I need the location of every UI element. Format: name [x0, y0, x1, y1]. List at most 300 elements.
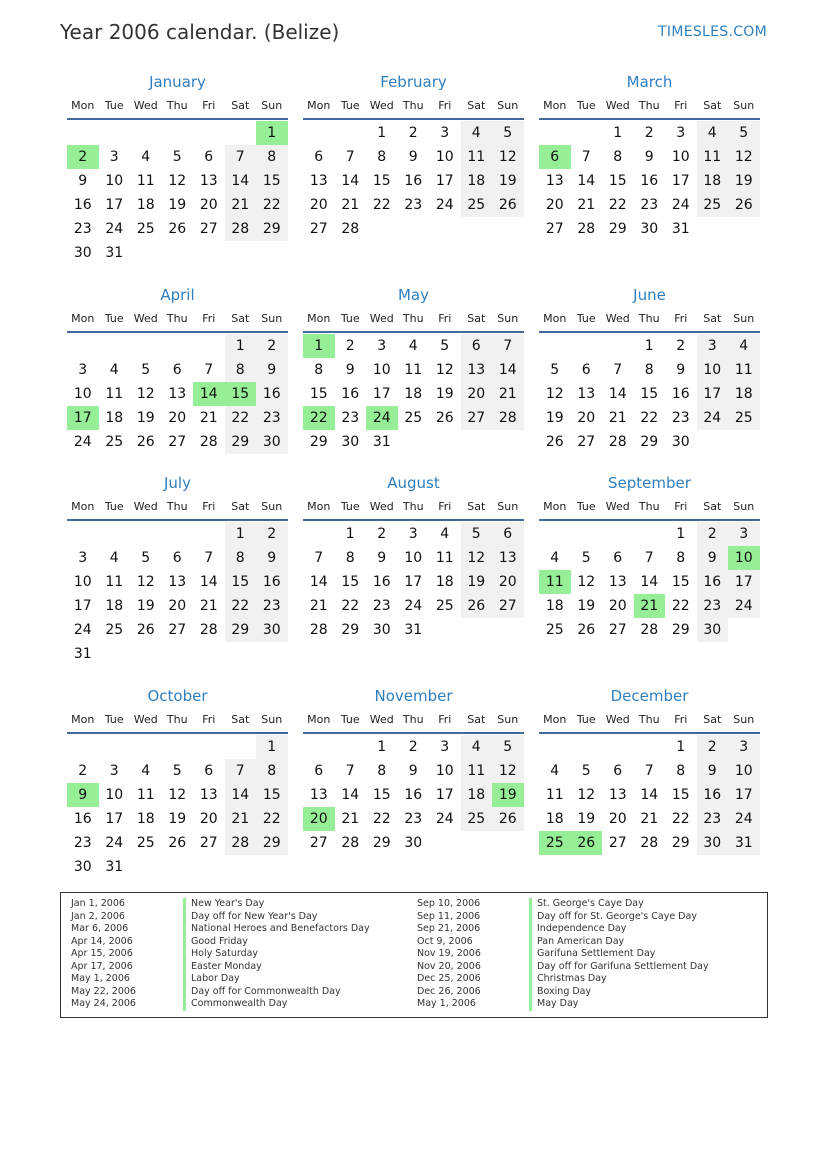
day-cell: 22 [256, 193, 288, 217]
weekday-label: Sun [497, 98, 519, 112]
weekday-label: Sun [261, 98, 283, 112]
day-cell [602, 855, 634, 879]
day-cell: 22 [372, 811, 391, 827]
day-cell: 27 [577, 434, 596, 450]
day-cell [602, 334, 634, 358]
month-september [539, 473, 760, 666]
weekday-label: Sat [703, 499, 722, 513]
day-cell: 8 [613, 149, 623, 165]
day-cell: 26 [168, 221, 187, 237]
month-december [539, 686, 760, 879]
day-cell: 3 [728, 735, 760, 759]
legend-holiday-name: Day off for Garifuna Settlement Day [529, 961, 709, 974]
day-cell: 26 [136, 434, 155, 450]
day-cell: 5 [728, 121, 760, 145]
day-cell: 9 [345, 362, 355, 378]
day-cell [571, 241, 603, 265]
weekday-label: Fri [674, 499, 688, 513]
day-cell [602, 522, 634, 546]
day-cell: 3 [728, 522, 760, 546]
day-cell: 21 [225, 193, 257, 217]
month-name: May [397, 286, 429, 304]
day-cell: 28 [199, 622, 218, 638]
legend-date: Apr 17, 2006 [71, 960, 133, 972]
day-cell [366, 241, 398, 265]
day-cell: 20 [309, 197, 328, 213]
day-cell: 18 [728, 382, 760, 406]
day-cell [130, 121, 162, 145]
weekday-label: Sun [733, 98, 755, 112]
legend-date: Apr 15, 2006 [71, 948, 133, 959]
day-cell: 2 [697, 735, 729, 759]
day-cell: 30 [341, 434, 360, 450]
day-cell: 4 [109, 550, 119, 566]
weekday-label: Tue [104, 98, 124, 112]
day-cell: 30 [697, 618, 729, 642]
legend-holiday-name: Day off for Commonwealth Day [183, 986, 370, 999]
day-cell [461, 855, 493, 879]
day-cell: 27 [608, 622, 627, 638]
weekday-label: Tue [104, 712, 124, 726]
day-cell: 6 [492, 522, 524, 546]
month-january [67, 72, 288, 265]
day-cell: 2 [676, 338, 686, 354]
day-cell: 21 [225, 807, 257, 831]
day-cell [193, 735, 225, 759]
day-cell: 6 [172, 362, 182, 378]
day-cell: 31 [105, 245, 124, 261]
day-cell: 2 [256, 334, 288, 358]
day-cell: 25 [539, 831, 571, 855]
day-cell: 18 [105, 410, 124, 426]
day-cell: 22 [671, 598, 690, 614]
day-cell: 8 [676, 763, 686, 779]
weekday-label: Fri [674, 311, 688, 325]
day-cell: 18 [697, 169, 729, 193]
month-name: September [608, 474, 691, 492]
day-cell: 4 [461, 121, 493, 145]
day-cell: 21 [492, 382, 524, 406]
day-cell: 23 [256, 594, 288, 618]
day-cell: 4 [141, 763, 151, 779]
day-cell [67, 334, 99, 358]
day-cell: 3 [377, 338, 387, 354]
day-cell: 31 [671, 221, 690, 237]
weekday-label: Mon [71, 499, 95, 513]
weekday-header [67, 305, 288, 333]
legend-holiday-name: New Year's Day [183, 898, 370, 911]
legend-holiday-name: National Heroes and Benefactors Day [183, 923, 370, 936]
day-cell: 14 [492, 358, 524, 382]
day-cell: 13 [545, 173, 564, 189]
day-grid [67, 735, 288, 879]
weekday-label: Sat [231, 499, 250, 513]
legend-date: May 24, 2006 [71, 998, 136, 1009]
day-cell: 15 [309, 386, 328, 402]
legend-date: Jan 1, 2006 [71, 898, 125, 909]
day-cell: 3 [109, 149, 119, 165]
day-cell: 13 [608, 574, 627, 590]
weekday-label: Sat [703, 712, 722, 726]
legend-date: Dec 26, 2006 [417, 985, 481, 997]
weekday-label: Wed [369, 311, 394, 325]
day-cell: 5 [461, 522, 493, 546]
day-cell [335, 642, 367, 666]
day-cell: 25 [136, 221, 155, 237]
day-cell: 27 [168, 434, 187, 450]
day-cell: 4 [550, 550, 560, 566]
day-cell: 5 [581, 763, 591, 779]
legend-date: Jan 2, 2006 [71, 910, 125, 922]
weekday-label: Fri [202, 712, 216, 726]
day-cell: 10 [105, 787, 124, 803]
day-cell: 10 [105, 173, 124, 189]
day-cell [539, 522, 571, 546]
day-cell: 10 [73, 386, 92, 402]
weekday-label: Mon [71, 712, 95, 726]
day-cell: 29 [671, 622, 690, 638]
day-cell: 8 [377, 763, 387, 779]
day-cell: 30 [73, 245, 92, 261]
weekday-header [303, 305, 524, 333]
day-cell: 7 [204, 550, 214, 566]
day-cell: 23 [256, 406, 288, 430]
day-cell: 17 [728, 570, 760, 594]
day-cell: 10 [73, 574, 92, 590]
day-cell: 30 [372, 622, 391, 638]
day-cell: 11 [728, 358, 760, 382]
month-march [539, 72, 760, 265]
day-cell [256, 642, 288, 666]
day-cell: 1 [303, 334, 335, 358]
day-cell: 24 [73, 434, 92, 450]
day-cell [602, 241, 634, 265]
day-cell: 10 [372, 362, 391, 378]
day-grid [67, 121, 288, 265]
day-cell: 16 [73, 811, 92, 827]
legend-date: May 22, 2006 [71, 985, 136, 997]
legend-date: Sep 21, 2006 [417, 923, 481, 934]
legend-holiday-name: Day off for New Year's Day [183, 911, 370, 924]
day-cell [539, 735, 571, 759]
day-grid [539, 334, 760, 454]
day-cell: 10 [728, 546, 760, 570]
weekday-label: Mon [71, 311, 95, 325]
day-cell [492, 642, 524, 666]
day-cell: 27 [199, 221, 218, 237]
day-cell: 7 [314, 550, 324, 566]
day-cell: 21 [341, 197, 360, 213]
day-cell: 5 [581, 550, 591, 566]
day-cell: 11 [136, 173, 155, 189]
weekday-label: Sat [703, 98, 722, 112]
day-cell: 29 [608, 221, 627, 237]
day-cell: 19 [461, 570, 493, 594]
legend-date: Sep 11, 2006 [417, 910, 481, 922]
day-cell: 23 [372, 598, 391, 614]
day-cell: 22 [256, 807, 288, 831]
day-cell: 19 [136, 410, 155, 426]
day-cell: 12 [577, 574, 596, 590]
weekday-label: Thu [166, 499, 188, 513]
day-cell: 27 [608, 835, 627, 851]
day-cell: 9 [256, 358, 288, 382]
day-cell: 20 [545, 197, 564, 213]
day-cell [99, 642, 131, 666]
day-cell: 8 [377, 149, 387, 165]
weekday-label: Wed [605, 311, 630, 325]
weekday-label: Wed [605, 98, 630, 112]
month-name: July [164, 474, 191, 492]
day-cell [67, 121, 99, 145]
day-cell: 15 [256, 169, 288, 193]
day-cell: 8 [256, 145, 288, 169]
day-cell: 26 [545, 434, 564, 450]
day-cell: 13 [199, 173, 218, 189]
day-cell [492, 430, 524, 454]
day-grid [303, 121, 524, 265]
day-cell [130, 522, 162, 546]
day-cell: 4 [550, 763, 560, 779]
day-cell: 3 [78, 362, 88, 378]
day-cell: 5 [492, 121, 524, 145]
day-cell [99, 735, 131, 759]
weekday-label: Mon [307, 712, 331, 726]
day-cell [429, 217, 461, 241]
day-cell: 20 [168, 598, 187, 614]
legend-holiday-name: Easter Monday [183, 961, 370, 974]
day-cell: 23 [73, 835, 92, 851]
day-cell: 7 [644, 550, 654, 566]
legend-holiday-name: Boxing Day [529, 986, 709, 999]
day-cell: 19 [545, 410, 564, 426]
day-cell: 1 [613, 125, 623, 141]
day-cell: 29 [225, 618, 257, 642]
weekday-label: Thu [638, 98, 660, 112]
day-cell: 3 [109, 763, 119, 779]
weekday-label: Sat [231, 712, 250, 726]
day-cell [335, 121, 367, 145]
day-cell: 28 [199, 434, 218, 450]
day-cell: 14 [341, 787, 360, 803]
weekday-label: Wed [369, 712, 394, 726]
day-cell: 10 [697, 358, 729, 382]
day-cell: 3 [440, 739, 450, 755]
day-cell: 7 [644, 763, 654, 779]
day-cell: 10 [728, 759, 760, 783]
month-name: December [610, 687, 689, 705]
day-cell: 29 [372, 835, 391, 851]
day-cell: 8 [345, 550, 355, 566]
day-cell: 23 [404, 811, 423, 827]
day-cell [303, 855, 335, 879]
day-cell: 16 [671, 386, 690, 402]
day-cell: 11 [136, 787, 155, 803]
day-cell: 12 [136, 386, 155, 402]
day-cell [335, 241, 367, 265]
day-cell: 25 [728, 406, 760, 430]
day-cell: 1 [256, 735, 288, 759]
day-cell: 12 [492, 145, 524, 169]
legend-holiday-name: Pan American Day [529, 936, 709, 949]
day-cell: 2 [408, 125, 418, 141]
day-cell [539, 121, 571, 145]
day-cell: 6 [204, 149, 214, 165]
day-cell: 21 [577, 197, 596, 213]
day-cell: 15 [671, 787, 690, 803]
day-cell: 22 [225, 406, 257, 430]
day-cell [571, 735, 603, 759]
day-cell: 25 [545, 622, 564, 638]
day-cell [571, 642, 603, 666]
weekday-label: Fri [438, 98, 452, 112]
day-cell [665, 241, 697, 265]
weekday-header [67, 493, 288, 521]
day-cell [162, 241, 194, 265]
day-cell: 18 [545, 598, 564, 614]
day-cell: 3 [697, 334, 729, 358]
day-cell: 9 [256, 546, 288, 570]
day-cell: 18 [105, 598, 124, 614]
day-cell: 11 [545, 787, 564, 803]
day-cell [665, 855, 697, 879]
weekday-label: Sun [733, 311, 755, 325]
weekday-label: Fri [438, 712, 452, 726]
day-cell: 21 [199, 598, 218, 614]
day-cell: 19 [577, 811, 596, 827]
day-cell: 1 [676, 739, 686, 755]
day-cell [303, 642, 335, 666]
weekday-label: Thu [402, 499, 424, 513]
day-cell: 7 [225, 759, 257, 783]
day-cell: 13 [577, 386, 596, 402]
day-cell: 7 [345, 149, 355, 165]
day-cell: 30 [73, 859, 92, 875]
day-cell: 17 [67, 406, 99, 430]
day-cell: 26 [168, 835, 187, 851]
day-cell [539, 642, 571, 666]
day-cell [461, 241, 493, 265]
day-cell: 30 [640, 221, 659, 237]
weekday-label: Mon [307, 98, 331, 112]
weekday-label: Sun [261, 499, 283, 513]
day-cell: 18 [136, 197, 155, 213]
day-cell: 30 [256, 618, 288, 642]
day-cell: 14 [225, 783, 257, 807]
day-cell: 12 [168, 787, 187, 803]
day-cell: 23 [697, 594, 729, 618]
day-cell: 22 [341, 598, 360, 614]
weekday-label: Tue [104, 311, 124, 325]
day-cell [634, 642, 666, 666]
day-cell [398, 855, 430, 879]
day-cell: 16 [697, 570, 729, 594]
day-cell: 4 [697, 121, 729, 145]
day-grid [539, 735, 760, 879]
day-cell: 27 [545, 221, 564, 237]
day-cell: 6 [314, 763, 324, 779]
weekday-label: Tue [340, 712, 360, 726]
day-cell: 29 [640, 434, 659, 450]
day-cell: 19 [136, 598, 155, 614]
day-cell [429, 831, 461, 855]
legend-date: May 1, 2006 [71, 973, 130, 984]
day-cell [193, 522, 225, 546]
day-cell: 12 [545, 386, 564, 402]
day-cell: 11 [404, 362, 423, 378]
weekday-label: Tue [340, 98, 360, 112]
weekday-label: Thu [402, 98, 424, 112]
day-cell [398, 217, 430, 241]
day-cell: 26 [492, 807, 524, 831]
legend-date: Nov 19, 2006 [417, 948, 481, 959]
day-cell [571, 522, 603, 546]
day-cell: 18 [404, 386, 423, 402]
day-cell: 27 [199, 835, 218, 851]
day-grid [67, 334, 288, 454]
day-cell: 9 [408, 763, 418, 779]
legend-dates-right [417, 898, 481, 1011]
day-cell: 16 [73, 197, 92, 213]
day-cell: 5 [492, 735, 524, 759]
day-cell: 24 [404, 598, 423, 614]
month-november [303, 686, 524, 879]
day-cell: 7 [345, 763, 355, 779]
day-cell [492, 831, 524, 855]
day-cell [634, 855, 666, 879]
day-cell: 23 [73, 221, 92, 237]
month-name: January [149, 73, 206, 91]
day-cell: 22 [372, 197, 391, 213]
day-cell: 7 [613, 362, 623, 378]
month-july [67, 473, 288, 666]
day-cell: 1 [676, 526, 686, 542]
day-cell: 13 [492, 546, 524, 570]
day-cell: 19 [492, 783, 524, 807]
day-cell: 26 [577, 622, 596, 638]
weekday-label: Tue [576, 499, 596, 513]
day-cell: 9 [697, 759, 729, 783]
weekday-label: Wed [605, 499, 630, 513]
day-cell: 22 [640, 410, 659, 426]
day-cell: 1 [377, 739, 387, 755]
day-cell: 6 [204, 763, 214, 779]
day-cell: 20 [199, 811, 218, 827]
day-cell: 7 [581, 149, 591, 165]
weekday-label: Tue [576, 98, 596, 112]
day-cell [728, 618, 760, 642]
day-cell: 12 [492, 759, 524, 783]
brand-link[interactable]: TIMESLES.COM [658, 24, 767, 40]
day-cell: 15 [372, 173, 391, 189]
day-cell [492, 217, 524, 241]
day-cell [130, 642, 162, 666]
day-cell: 4 [109, 362, 119, 378]
weekday-header [303, 706, 524, 734]
day-cell: 21 [634, 594, 666, 618]
weekday-label: Fri [674, 712, 688, 726]
day-cell: 19 [168, 811, 187, 827]
day-cell: 20 [608, 811, 627, 827]
weekday-label: Sun [497, 499, 519, 513]
day-cell: 24 [728, 807, 760, 831]
day-cell: 6 [314, 149, 324, 165]
day-cell: 9 [644, 149, 654, 165]
legend-holiday-name: Labor Day [183, 973, 370, 986]
day-cell: 27 [309, 835, 328, 851]
day-cell [492, 618, 524, 642]
day-cell: 29 [225, 430, 257, 454]
